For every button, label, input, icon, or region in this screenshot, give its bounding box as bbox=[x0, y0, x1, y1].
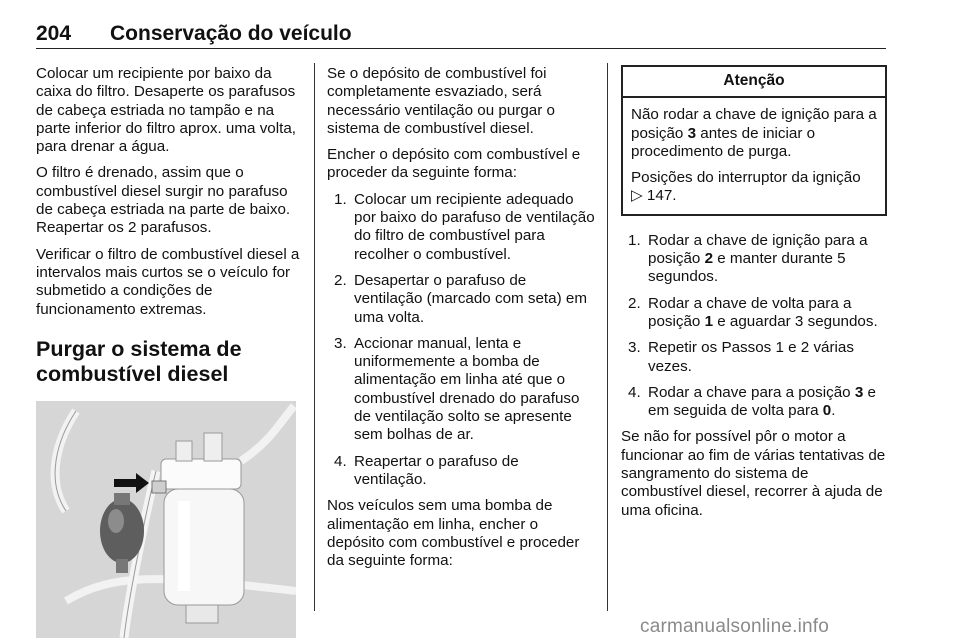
step-number: 1. bbox=[334, 190, 347, 208]
step-number: 4. bbox=[334, 452, 347, 470]
step-text: Colocar um recipiente adequado por baixo do parafuso de ventilação do filtro de combustível para recolher o combustível. bbox=[354, 190, 595, 263]
list-item bbox=[327, 191, 595, 264]
step-position: 3 bbox=[854, 383, 864, 401]
column-divider-2 bbox=[607, 63, 608, 611]
step-text: e manter durante 5 segundos. bbox=[648, 250, 846, 286]
paragraph-filter-drained: O filtro é drenado, assim que o combustível diesel surgir no parafuso de cabeça estriada na parte de baixo. Reapertar os 2 parafusos. bbox=[36, 164, 291, 237]
attention-position: 3 bbox=[687, 124, 697, 142]
step-number: 3. bbox=[628, 339, 641, 357]
step-text: Reapertar o parafuso de ventilação. bbox=[354, 452, 519, 488]
paragraph-fill-tank: Encher o depósito com combustível e proceder da seguinte forma: bbox=[327, 146, 581, 182]
list-item bbox=[327, 272, 595, 327]
list-item bbox=[621, 339, 889, 376]
attention-text: antes de iniciar o procedimento de purga. bbox=[631, 124, 816, 160]
step-text: Accionar manual, lenta e uniformemente a bomba de alimentação em linha até que o combustível drenado do parafuso de ventilação solto se apresente sem bolhas de ar. bbox=[354, 334, 580, 444]
step-text: Rodar a chave para a posição bbox=[648, 383, 855, 401]
purge-steps-list bbox=[327, 191, 595, 489]
attention-body bbox=[623, 98, 885, 205]
ignition-steps-list bbox=[621, 232, 889, 421]
chapter-title: Conservação do veículo bbox=[110, 22, 352, 45]
page-header bbox=[36, 22, 886, 50]
step-number: 2. bbox=[334, 271, 347, 289]
attention-reference bbox=[631, 169, 877, 206]
column-2 bbox=[327, 65, 595, 578]
step-number: 4. bbox=[628, 383, 641, 401]
paragraph-check-filter: Verificar o filtro de combustível diesel a intervalos mais curtos se o veículo for submetido a condições de funcionamento extremas. bbox=[36, 245, 300, 318]
step-text: Repetir os Passos 1 e 2 várias vezes. bbox=[648, 339, 854, 375]
section-title: Purgar o sistema de combustível diesel bbox=[36, 336, 242, 386]
step-number: 3. bbox=[334, 334, 347, 352]
attention-box bbox=[621, 65, 887, 216]
page-reference-link[interactable]: 147. bbox=[646, 187, 677, 205]
step-text: e em seguida de volta para bbox=[648, 383, 876, 420]
paragraph-no-pump: Nos veículos sem uma bomba de alimentação em linha, encher o depósito com combustível e proceder da seguinte forma: bbox=[327, 497, 580, 570]
step-number: 1. bbox=[628, 231, 641, 249]
page-number: 204 bbox=[36, 22, 72, 45]
fuel-filter-drawing bbox=[36, 401, 296, 638]
paragraph-tank-empty: Se o depósito de combustível foi completamente esvaziado, será necessário ventilação ou purgar o sistema de combustível diesel. bbox=[327, 65, 555, 137]
reference-text: Posições do interruptor da ignição bbox=[631, 169, 861, 187]
attention-title: Atenção bbox=[623, 67, 885, 98]
list-item bbox=[327, 453, 595, 490]
list-item bbox=[327, 335, 595, 445]
page-reference-arrow-icon: ▷ bbox=[631, 187, 643, 205]
paragraph-workshop: Se não for possível pôr o motor a funcionar ao fim de várias tentativas de sangramento do sistema de combustível diesel, recorrer à ajuda de uma oficina. bbox=[621, 428, 886, 519]
list-item bbox=[621, 232, 889, 287]
fuel-filter-illustration bbox=[36, 401, 296, 638]
attention-warning bbox=[631, 106, 877, 161]
step-position: 1 bbox=[704, 312, 714, 330]
list-item bbox=[621, 295, 889, 332]
step-position: 2 bbox=[704, 250, 714, 268]
step-position: 0 bbox=[822, 402, 832, 420]
step-text: e aguardar 3 segundos. bbox=[713, 312, 878, 330]
column-1 bbox=[36, 65, 302, 638]
column-3 bbox=[621, 65, 889, 528]
step-number: 2. bbox=[628, 294, 641, 312]
header-divider bbox=[36, 48, 886, 49]
column-divider-1 bbox=[314, 63, 315, 611]
list-item bbox=[621, 384, 889, 421]
step-text: . bbox=[831, 402, 836, 420]
step-text: Rodar a chave de volta para a posição bbox=[648, 294, 852, 330]
step-text: Desapertar o parafuso de ventilação (marcado com seta) em uma volta. bbox=[354, 271, 587, 326]
step-text: Rodar a chave de ignição para a posição bbox=[648, 231, 868, 268]
watermark-text: carmanualsonline.info bbox=[640, 616, 830, 637]
paragraph-drain-water: Colocar um recipiente por baixo da caixa do filtro. Desaperte os parafusos de cabeça estriada no tampão e na parte inferior do filtro aprox. uma volta, para drenar a água. bbox=[36, 65, 296, 156]
attention-text: Não rodar a chave de ignição para a posição bbox=[631, 106, 877, 142]
